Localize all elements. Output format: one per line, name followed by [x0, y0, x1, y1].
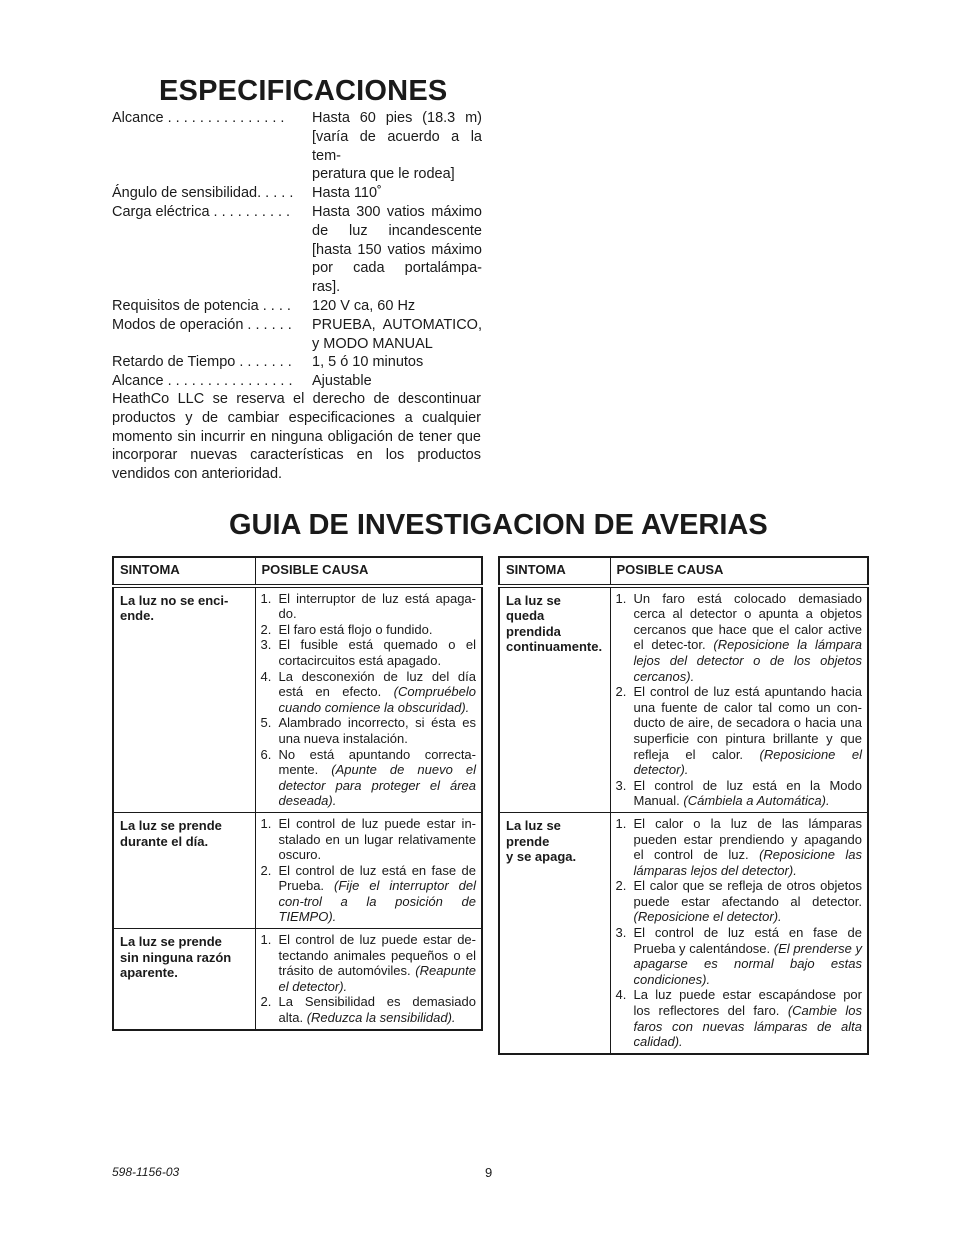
- spec-value-line: y MODO MANUAL: [312, 335, 433, 352]
- spec-leader-dots: . . . . . .: [243, 316, 292, 333]
- cause-remedy: (Fije el interruptor del con-trol a la posición de TIEMPO).: [278, 878, 476, 925]
- cause-item: [261, 591, 477, 622]
- table-row: [499, 586, 868, 813]
- symptom-cell: [499, 586, 610, 813]
- spec-value-line: 120 V ca, 60 Hz: [312, 297, 416, 314]
- cause-remedy: (Reposicione el detector).: [633, 746, 862, 778]
- cause-text: [279, 863, 477, 925]
- spec-value-line: Hasta 110˚: [312, 185, 382, 202]
- symptom-text: La luz no se enci-: [120, 592, 229, 608]
- spec-row: [112, 109, 482, 184]
- cause-text: [634, 925, 863, 987]
- symptom-text: La luz se: [506, 592, 561, 608]
- spec-row: [112, 184, 482, 203]
- cause-item: [261, 932, 477, 994]
- spec-value-line: [varía de acuerdo a la tem-: [312, 128, 482, 164]
- cause-remedy: (Apunte de nuevo el detector para proteger el área deseada).: [278, 762, 476, 809]
- cause-text: [279, 932, 477, 994]
- cause-item: [261, 637, 477, 668]
- cause-cell: [610, 812, 868, 1053]
- spec-value: [312, 297, 482, 316]
- cause-text: [279, 669, 477, 716]
- symptom-text: La luz se prende: [120, 934, 222, 950]
- spec-leader-dots: . . . . . . . . . . . . . . .: [163, 110, 285, 126]
- cause-remedy: (Cambie los faros con nuevas lámparas de alta calidad).: [633, 1003, 863, 1050]
- cause-number: 5.: [260, 715, 272, 731]
- spec-row: [112, 297, 482, 316]
- symptom-cell: [113, 586, 255, 813]
- cause-remedy: (Reposicione las lámparas lejos del detector).: [633, 847, 862, 878]
- cause-number: 3.: [260, 637, 272, 653]
- spec-leader-dots: . . . . . . . . . .: [209, 203, 291, 220]
- cause-text-plain: El fusible está quemado o el cortacircuitos está apagado.: [278, 637, 476, 668]
- symptom-text: La luz se prende: [506, 817, 561, 849]
- spec-label-text: Ángulo de sensibilidad.: [112, 185, 262, 202]
- cause-text-plain: El calor o la luz de las lámparas pueden estar prendiendo y apagando el control de luz.: [633, 815, 862, 863]
- spec-value-line: Hasta 60 pies (18.3 m): [312, 110, 482, 126]
- symptom-cell: [113, 812, 255, 928]
- symptom-cell: [113, 929, 255, 1030]
- spec-value-line: por cada portalámpa-: [312, 260, 482, 277]
- spec-label: [112, 297, 312, 316]
- cause-item: [616, 816, 863, 878]
- spec-leader-dots: . . . .: [261, 185, 294, 202]
- spec-row: [112, 203, 482, 297]
- cause-item: [261, 622, 477, 638]
- symptom-text: sin ninguna razón: [120, 949, 232, 965]
- spec-row: [112, 372, 482, 391]
- cause-item: [261, 715, 477, 746]
- symptom-text: La luz se prende: [120, 817, 222, 833]
- cause-text: [634, 816, 863, 878]
- spec-leader-dots: . . . . . . .: [235, 354, 292, 371]
- cause-text-plain: Un faro está colocado demasiado cerca al detector o apunta a objetos cercanos que hace que el calor active el detec-tor.: [633, 590, 862, 653]
- cause-number: 3.: [615, 925, 627, 941]
- spec-leader-dots: . . . .: [258, 297, 291, 314]
- spec-label-text: Requisitos de potencia: [112, 297, 259, 314]
- spec-value-line: PRUEBA, AUTOMATICO,: [312, 316, 482, 333]
- cause-text: [634, 684, 863, 778]
- cause-text: [279, 747, 477, 809]
- cause-cell: [255, 929, 482, 1030]
- cause-text-plain: El control de luz está en fase de Prueba.: [278, 862, 476, 894]
- cause-number: 2.: [615, 684, 627, 700]
- spec-label: [112, 109, 312, 184]
- spec-value-line: ras].: [312, 279, 341, 296]
- troubleshooting-table-right: [498, 556, 869, 1055]
- spec-value: [312, 353, 482, 372]
- cause-item: [616, 591, 863, 685]
- spec-row: [112, 353, 482, 372]
- cause-item: [261, 863, 477, 925]
- spec-label-text: Alcance: [112, 373, 164, 390]
- cause-item: [261, 669, 477, 716]
- symptom-text: y se apaga.: [506, 849, 577, 865]
- cause-cell: [255, 586, 482, 813]
- spec-value: [312, 316, 482, 354]
- column-header-cause: POSIBLE CAUSA: [610, 557, 868, 586]
- symptom-text: continuamente.: [506, 639, 603, 655]
- cause-text: [279, 591, 477, 622]
- spec-value: [312, 109, 482, 184]
- cause-item: [616, 684, 863, 778]
- cause-remedy: (Cámbiela a Automática).: [683, 793, 830, 809]
- spec-value-line: Hasta 300 vatios máximo: [312, 203, 482, 220]
- spec-value-line: de luz incandescente: [312, 222, 482, 239]
- cause-item: [261, 816, 477, 863]
- cause-item: [261, 994, 477, 1025]
- cause-text-plain: El control de luz está en fase de Prueba y calentándose.: [633, 925, 862, 956]
- cause-text: [634, 987, 863, 1049]
- spec-label: [112, 184, 312, 203]
- cause-number: 2.: [260, 862, 272, 878]
- spec-row: [112, 316, 482, 354]
- symptom-text: ende.: [120, 608, 154, 624]
- cause-text-plain: El interruptor de luz está apaga-do.: [278, 590, 476, 622]
- specifications-title: ESPECIFICACIONES: [159, 75, 448, 107]
- troubleshooting-title: GUIA DE INVESTIGACION DE AVERIAS: [229, 509, 768, 541]
- spec-label-text: Retardo de Tiempo: [112, 354, 236, 371]
- spec-leader-dots: . . . . . . . . . . . . . . . .: [163, 373, 293, 390]
- cause-text-plain: El faro está flojo o fundido.: [278, 621, 433, 637]
- cause-remedy: (Reduzca la sensibilidad).: [306, 1010, 456, 1026]
- spec-value: [312, 372, 482, 391]
- table-row: [113, 929, 482, 1030]
- spec-label: [112, 316, 312, 354]
- spec-label-text: Alcance: [112, 110, 164, 126]
- cause-remedy: (Compruébelo cuando comience la obscuridad).: [278, 684, 476, 715]
- cause-number: 2.: [260, 621, 272, 637]
- document-code: 598-1156-03: [112, 1165, 180, 1179]
- cause-text: [634, 591, 863, 685]
- cause-text: [279, 637, 477, 668]
- cause-number: 1.: [615, 815, 627, 831]
- spec-value-line: peratura que le rodea]: [312, 166, 455, 183]
- spec-value: [312, 203, 482, 297]
- cause-list: [261, 932, 477, 1026]
- spec-label: [112, 353, 312, 372]
- symptom-text: queda: [506, 608, 545, 624]
- symptom-text: aparente.: [120, 965, 178, 981]
- cause-text-plain: El calor que se refleja de otros objetos puede estar afectando al detector.: [633, 878, 862, 909]
- cause-number: 3.: [615, 777, 627, 793]
- cause-remedy: (Reapunte el detector).: [278, 963, 476, 994]
- symptom-cell: [499, 812, 610, 1053]
- cause-item: [616, 987, 863, 1049]
- cause-list: [616, 591, 863, 809]
- cause-text: [279, 994, 477, 1025]
- cause-text: [279, 622, 477, 638]
- spec-label-text: Carga eléctrica: [112, 203, 210, 220]
- cause-number: 1.: [260, 590, 272, 606]
- column-header-symptom: SINTOMA: [113, 557, 255, 586]
- spec-label: [112, 203, 312, 297]
- spec-value-line: 1, 5 ó 10 minutos: [312, 354, 424, 371]
- cause-cell: [610, 586, 868, 813]
- cause-item: [261, 747, 477, 809]
- cause-number: 1.: [260, 932, 272, 948]
- cause-item: [616, 878, 863, 925]
- spec-value-line: [hasta 150 vatios máximo: [312, 241, 482, 258]
- table-header-row: [499, 557, 868, 586]
- cause-remedy: (El prenderse y apagarse es normal bajo estas condiciones).: [633, 940, 862, 987]
- cause-number: 4.: [260, 668, 272, 684]
- spec-value: [312, 184, 482, 203]
- cause-remedy: (Reposicione el detector).: [633, 909, 782, 925]
- cause-item: [616, 778, 863, 809]
- spec-label: [112, 372, 312, 391]
- column-header-symptom: SINTOMA: [499, 557, 610, 586]
- cause-item: [616, 925, 863, 987]
- troubleshooting-table-left: [112, 556, 483, 1031]
- cause-text: [279, 715, 477, 746]
- cause-remedy: (Reposicione la lámpara lejos del detector o de los objetos cercanos).: [633, 637, 862, 684]
- table-header-row: [113, 557, 482, 586]
- symptom-text: durante el día.: [120, 833, 209, 849]
- cause-text: [634, 878, 863, 925]
- cause-list: [261, 591, 477, 809]
- cause-number: 4.: [615, 987, 627, 1003]
- column-header-cause: POSIBLE CAUSA: [255, 557, 482, 586]
- cause-list: [261, 816, 477, 925]
- cause-text: [634, 778, 863, 809]
- cause-list: [616, 816, 863, 1050]
- cause-text-plain: El control de luz puede estar de-tectando animales pequeños o el trásito de automóviles.: [278, 932, 476, 979]
- cause-number: 1.: [615, 590, 627, 606]
- page-number: 9: [485, 1165, 493, 1180]
- cause-text: [279, 816, 477, 863]
- cause-number: 6.: [260, 746, 272, 762]
- cause-number: 2.: [260, 994, 272, 1010]
- spec-value-line: Ajustable: [312, 373, 372, 390]
- cause-text-plain: No está apuntando correcta-mente.: [278, 746, 476, 778]
- disclaimer-text: HeathCo LLC se reserva el derecho de descontinuar productos y de cambiar especificaciones a cualquier momento sin incurrir en ninguna obligación de tener que incorporar nuevas características en los productos vendidos con anterioridad.: [112, 391, 481, 483]
- cause-text-plain: El control de luz está en la Modo Manual.: [633, 777, 862, 809]
- cause-text-plain: La Sensibilidad es demasiado alta.: [278, 994, 476, 1026]
- spec-label-text: Modos de operación: [112, 316, 244, 333]
- table-row: [113, 586, 482, 813]
- table-row: [113, 812, 482, 928]
- cause-text-plain: Alambrado incorrecto, si ésta es una nueva instalación.: [278, 715, 476, 746]
- cause-number: 1.: [260, 815, 272, 831]
- table-row: [499, 812, 868, 1053]
- specifications-list: [112, 109, 482, 391]
- cause-cell: [255, 812, 482, 928]
- cause-text-plain: El control de luz está apuntando hacia una fuente de calor tal como un con-ducto de aire, de secadora o hacia una superficie con pintura brillante y que refleja el calor.: [633, 684, 862, 762]
- cause-text-plain: La luz puede estar escapándose por los reflectores del faro.: [633, 987, 862, 1019]
- cause-text-plain: La desconexión de luz del día está en efecto.: [278, 668, 476, 700]
- cause-number: 2.: [615, 878, 627, 894]
- cause-text-plain: El control de luz puede estar in-stalado en un lugar relativamente oscuro.: [278, 815, 476, 863]
- symptom-text: prendida: [506, 623, 561, 639]
